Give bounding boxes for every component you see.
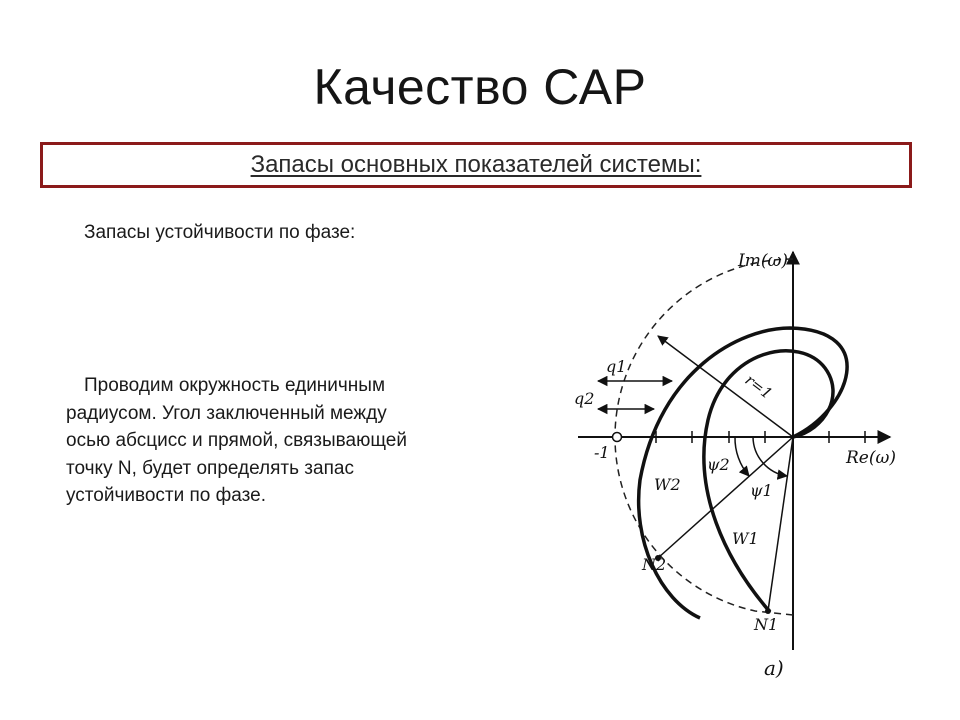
n1-point	[765, 608, 771, 614]
paragraph-line-3: осью абсцисс и прямой, связывающей	[66, 430, 407, 451]
paragraph-line-4: точку N, будет определять запас	[66, 457, 354, 479]
psi2-label: ψ2	[707, 455, 730, 474]
w1-label: W1	[732, 529, 759, 548]
angle-arc-psi2	[735, 437, 749, 476]
section-heading: Запасы устойчивости по фазе:	[84, 222, 356, 243]
psi1-label: ψ1	[750, 481, 773, 500]
radius-label: r=1	[741, 370, 776, 403]
n1-label: N1	[754, 615, 779, 634]
paragraph-line-2: радиусом. Угол заключенный между	[66, 402, 387, 424]
w2-label: W2	[654, 475, 681, 494]
minus-one-point	[613, 433, 622, 442]
minus-one-label: -1	[594, 443, 610, 462]
paragraph-line-5: устойчивости по фазе.	[66, 485, 266, 506]
paragraph-line-1: Проводим окружность единичным	[84, 375, 386, 396]
slide-title: Качество САР	[313, 59, 647, 115]
caption-label: a)	[764, 656, 784, 680]
im-axis-label: Im(ω)	[738, 251, 788, 271]
q1-label: q1	[606, 357, 627, 376]
line-to-n1	[768, 437, 793, 611]
re-axis-label: Re(ω)	[846, 448, 896, 468]
subtitle-text: Запасы основных показателей системы:	[250, 151, 702, 178]
angle-arc-psi1	[753, 437, 787, 476]
q2-label: q2	[574, 389, 595, 408]
n2-label: N2	[642, 555, 667, 574]
